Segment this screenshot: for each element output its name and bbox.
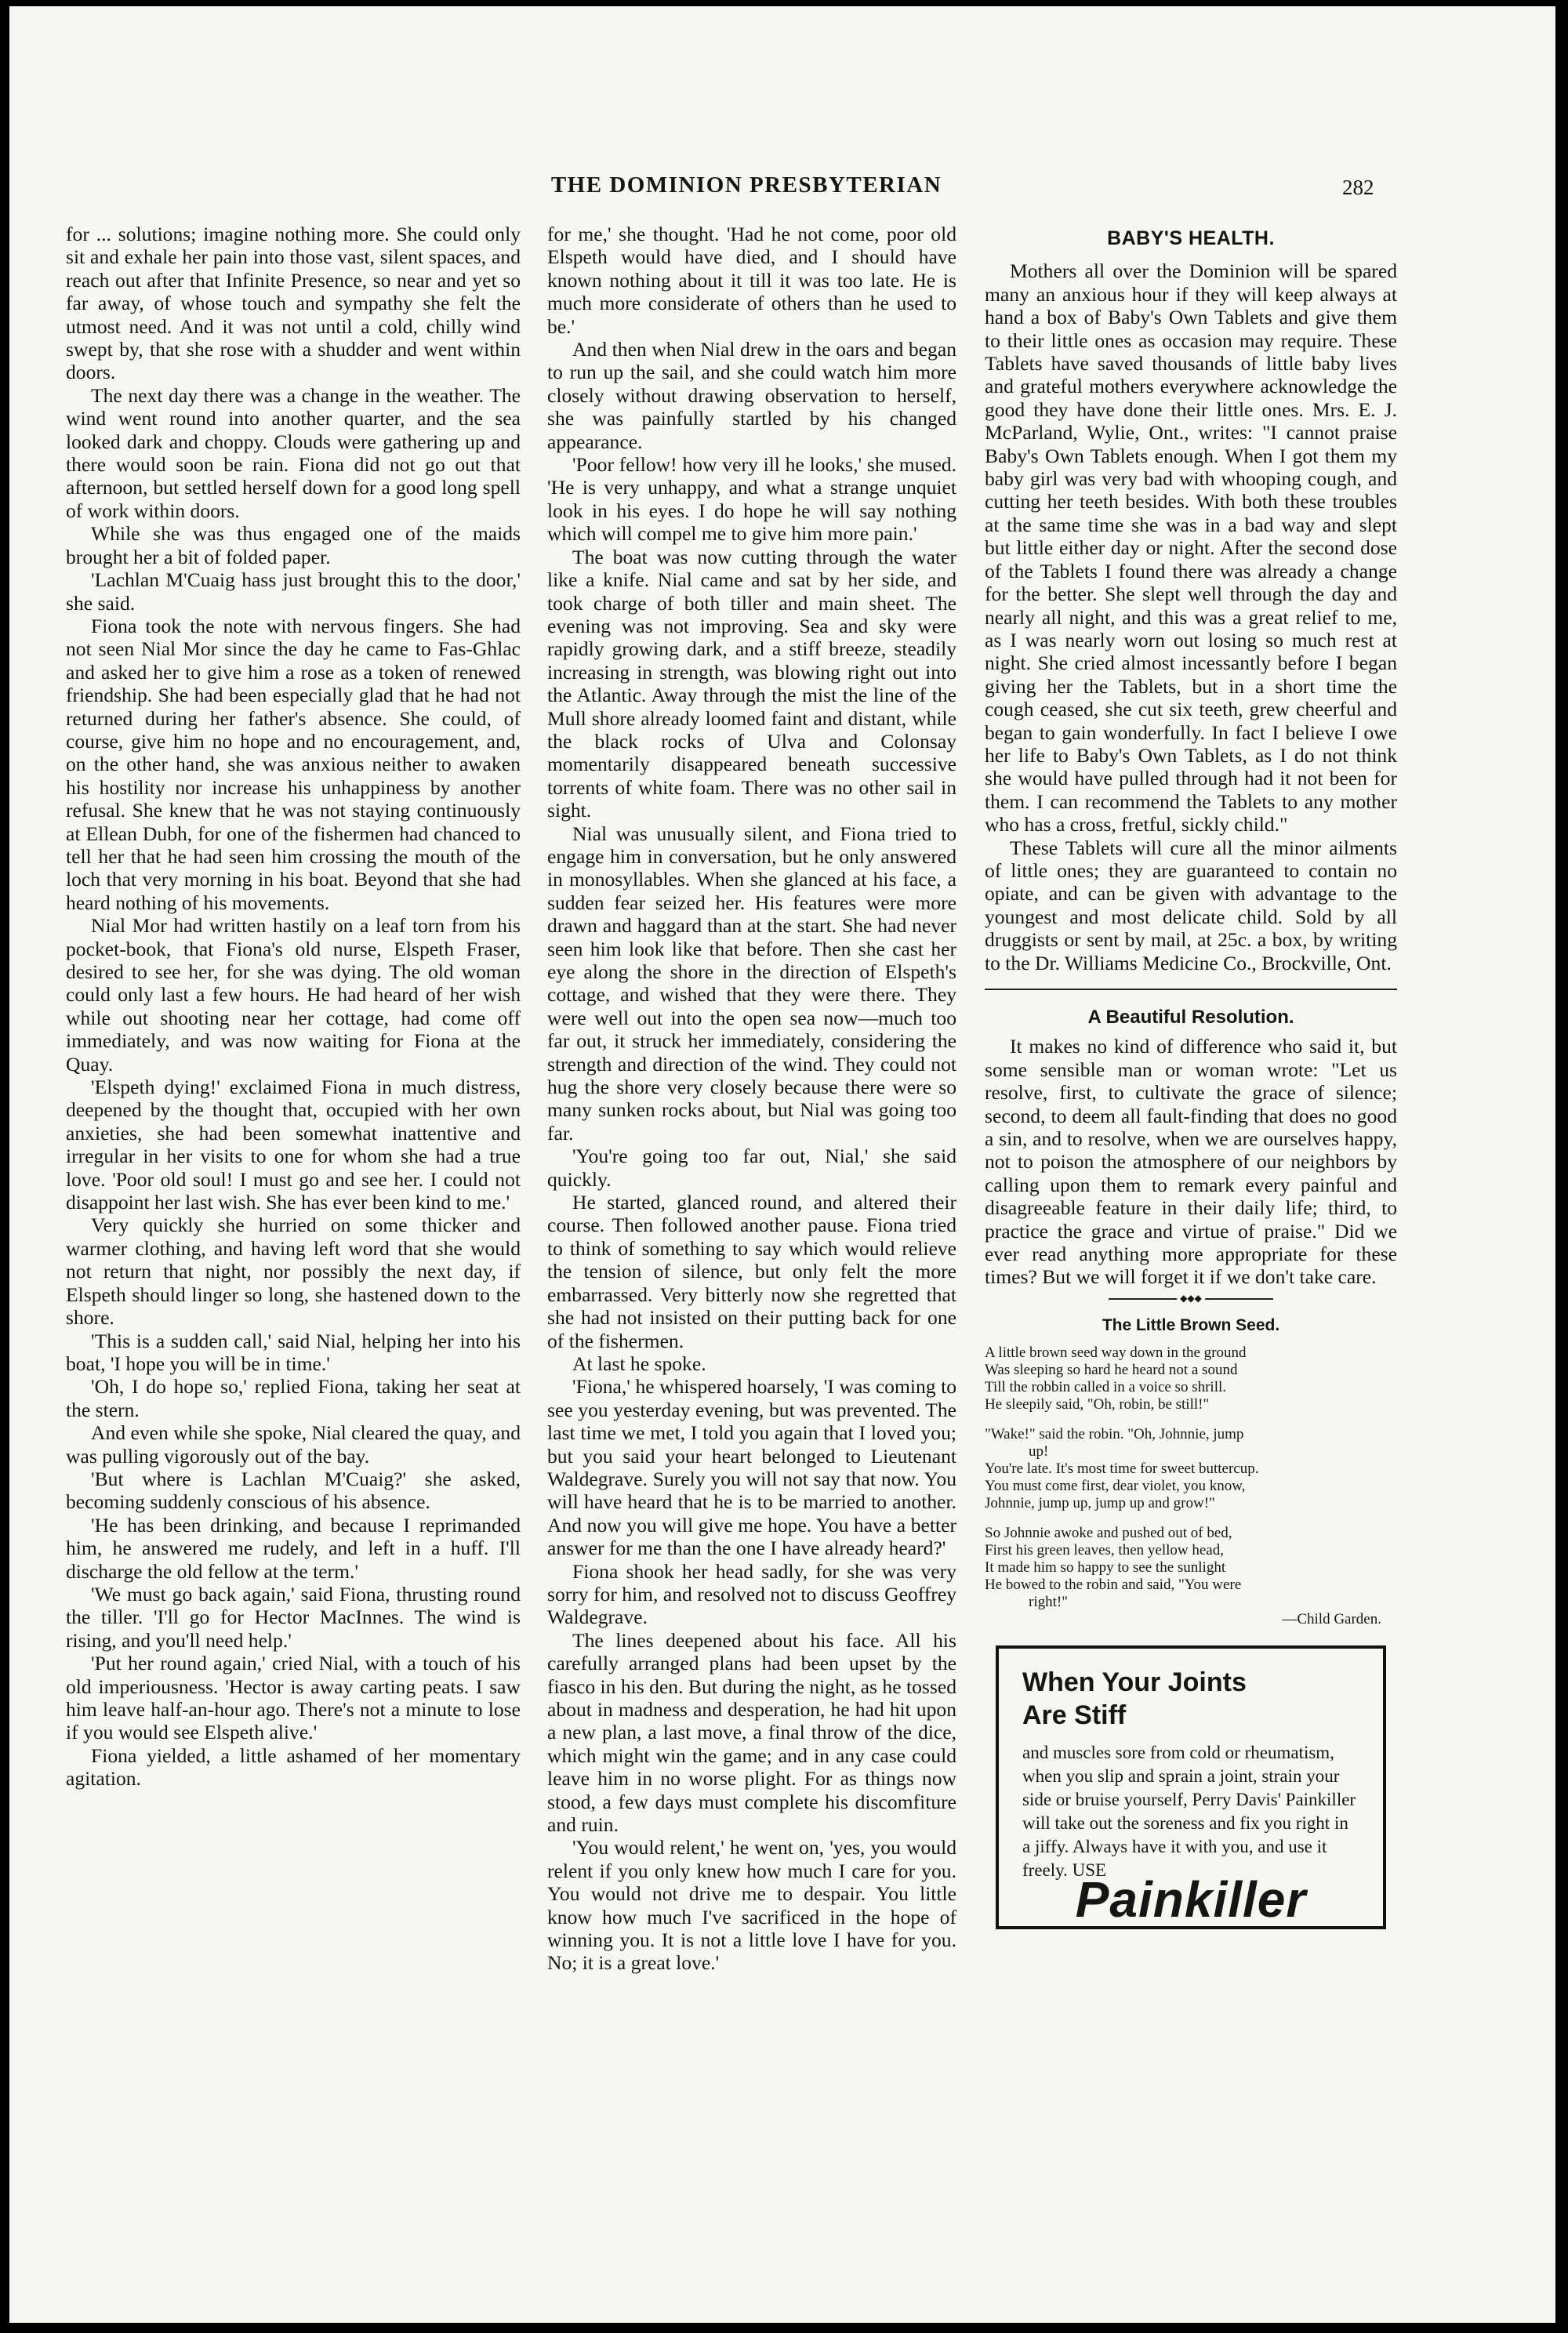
story-paragraph: Nial Mor had written hastily on a leaf torn from his pocket-book, that Fiona's old nurse, Elspeth Fraser, desired to see her, for she was dying. The old woman could only last a few hours. He had heard of her wish while out shooting near her cottage, had come off immediately, and was now waiting for Fiona at the Quay. <box>66 914 521 1076</box>
page-number: 282 <box>1342 176 1374 199</box>
story-paragraph: At last he spoke. <box>572 1352 706 1375</box>
story-paragraph: While she was thus engaged one of the maids brought her a bit of folded paper. <box>66 522 521 568</box>
story-paragraph: Nial was unusually silent, and Fiona tried to engage him in conversation, but he only answered in monosyllables. When she glanced at his face, a sudden fear seized her. His features were more drawn and haggard than at the start. She had never seen him look like that before. Then she cast her eye along the shore in the direction of Elspeth's cottage, and wished that they were there. They were well out into the open sea now—much too far out, it struck her immediately, considering the strength and direction of the wind. They could not hug the shore very closely because there were so many sunken rocks about, but Nial was going too far. <box>547 822 956 1145</box>
babys-health-paragraph: These Tablets will cure all the minor ailments of little ones; they are guaranteed to contain no opiate, and can be given with advantage to the youngest and most delicate child. Sold by all druggists or sent by mail, at 25c. a box, by writing to the Dr. Williams Medicine Co., Brockville, Ont. <box>985 836 1397 974</box>
articles-column <box>985 223 1397 1929</box>
poem-stanza <box>985 1426 1397 1512</box>
poem-stanza <box>985 1344 1397 1413</box>
story-column-1 <box>66 223 521 1791</box>
poem-line: A little brown seed way down in the ground <box>985 1344 1247 1362</box>
story-paragraph: 'Fiona,' he whispered hoarsely, 'I was coming to see you yesterday evening, but was prevented. The last time we met, I told you again that I loved you; but you said your heart belonged to Lieutenant Waldegrave. Surely you will not say that now. You will have heard that he is to be married to another. And now you will give me hope. You have a better answer for me than the one I have already heard?' <box>547 1375 956 1560</box>
story-paragraph: 'Poor fellow! how very ill he looks,' she mused. 'He is very unhappy, and what a strange unquiet look in his eyes. I do hope he will say nothing which will compel me to give him more pain.' <box>547 453 956 546</box>
babys-health-paragraph: Mothers all over the Dominion will be spared many an anxious hour if they will keep always at hand a box of Baby's Own Tablets and give them to their little ones as occasion may require. These Tablets have saved thousands of little baby lives and grateful mothers everywhere acknowledge the good they have done their little ones. Mrs. E. J. McParland, Wylie, Ont., writes: "I cannot praise Baby's Own Tablets enough. When I got them my baby girl was very bad with whooping cough, and cutting her teeth besides. With both these troubles at the same time she was in a bad way and slept but little either day or night. After the second dose of the Tablets I found there was already a change for the better. She slept well through the day and nearly all night, and this was a great relief to me, as I was nearly worn out losing so much rest at night. She cried almost incessantly before I began giving her the Tablets, but in a short time the cough ceased, she cut six teeth, grew cheerful and began to gain wonderfully. In fact I believe I owe her life to Baby's Own Tablets, as I do not think she would have pulled through had it not been for them. I can recommend the Tablets to any mother who has a cross, fretful, sickly child." <box>985 259 1397 836</box>
story-paragraph: And then when Nial drew in the oars and began to run up the sail, and she could watch him more closely without drawing observation to herself, she was painfully startled by his changed appearance. <box>547 338 956 453</box>
story-paragraph: Fiona shook her head sadly, for she was very sorry for him, and resolved not to discuss Geoffrey Waldegrave. <box>547 1559 956 1629</box>
page-header-title: THE DOMINION PRESBYTERIAN <box>550 172 942 198</box>
resolution-paragraph: It makes no kind of difference who said it, but some sensible man or woman wrote: "Let us resolve, first, to cultivate the grace of silence; second, to deem all fault-finding that does no good a sin, and to resolve, when we are ourselves happy, not to poison the atmosphere of our neighbors by calling upon them to remark every painful and disagreeable feature in their daily life; third, to practice the grace and virtue of praise." Did we ever read anything more appropriate for these times? But we will forget it if we don't take care. <box>985 1035 1397 1289</box>
section-divider <box>985 989 1397 990</box>
story-paragraph: Fiona yielded, a little ashamed of her momentary agitation. <box>66 1743 521 1791</box>
ad-headline <box>1022 1666 1359 1732</box>
story-paragraph: 'Elspeth dying!' exclaimed Fiona in much distress, deepened by the thought that, occupied with her own anxieties, she had been somewhat inattentive and irregular in her visits to one for whom she had a true love. 'Poor old soul! I must go and see her. I could not disappoint her last wish. She has ever been kind to me.' <box>66 1076 521 1214</box>
babys-health-heading: BABY'S HEALTH. <box>1107 227 1275 249</box>
story-paragraph: 'This is a sudden call,' said Nial, helping her into his boat, 'I hope you will be in time.' <box>66 1329 521 1375</box>
story-paragraph: 'We must go back again,' said Fiona, thrusting round the tiller. 'I'll go for Hector MacInnes. The wind is rising, and you'll need help.' <box>66 1582 521 1652</box>
story-paragraph: Fiona took the note with nervous fingers. She had not seen Nial Mor since the day he came to Fas-Ghlac and asked her to give him a rose as a token of renewed friendship. She had been especially glad that he had not returned during her father's absence. She could, of course, give him no hope and no encouragement, and, on the other hand, she was anxious neither to awaken his hostility nor increase his unhappiness by another refusal. She knew that he was not staying continuously at Ellean Dubh, for one of the fishermen had chanced to tell her that he had seen him crossing the mouth of the loch that very morning in his boat. Beyond that she had heard nothing of his movements. <box>66 614 521 914</box>
poem-line: up! <box>1029 1443 1049 1460</box>
poem-line: "Wake!" said the robin. "Oh, Johnnie, jump <box>985 1426 1244 1443</box>
poem-attribution: —Child Garden. <box>1282 1611 1381 1628</box>
resolution-heading: A Beautiful Resolution. <box>1087 1007 1294 1028</box>
story-paragraph: The lines deepened about his face. All his carefully arranged plans had been upset by the fiasco in his den. But during the night, as he tossed about in madness and desperation, he had hit upon a new plan, a last move, a final throw of the dice, which might win the game; and in any case could leave him in no worse plight. For as things now stood, a few days must complete his discomfiture and ruin. <box>547 1628 956 1837</box>
story-paragraph: 'You would relent,' he went on, 'yes, you would relent if you only knew how much I care for you. You would not drive me to despair. You little know how much I've sacrificed in the hope of winning you. It is not a little love I have for you. No; it is a great love.' <box>547 1836 956 1975</box>
poem-stanza <box>985 1525 1397 1628</box>
story-paragraph: 'Lachlan M'Cuaig hass just brought this to the door,' she said. <box>66 568 521 615</box>
story-paragraph: 'Oh, I do hope so,' replied Fiona, taking her seat at the stern. <box>66 1375 521 1421</box>
story-paragraph: Very quickly she hurried on some thicker and warmer clothing, and having left word that she would not return that night, nor possibly the next day, if Elspeth should linger so long, she hastened down to the shore. <box>66 1214 521 1330</box>
poem-line: Was sleeping so hard he heard not a sound <box>985 1362 1238 1379</box>
story-paragraph: And even while she spoke, Nial cleared the quay, and was pulling vigorously out of the bay. <box>66 1421 521 1468</box>
painkiller-logo: Painkiller <box>1075 1871 1307 1928</box>
poem-line: Johnnie, jump up, jump up and grow!" <box>985 1495 1215 1512</box>
story-paragraph: 'Put her round again,' cried Nial, with a touch of his old imperiousness. 'Hector is away carting peats. I saw him leave half-an-hour ago. There's not a minute to lose if you would see Elspeth alive.' <box>66 1652 521 1744</box>
poem-line: He sleepily said, "Oh, robin, be still!" <box>985 1396 1210 1413</box>
ad-headline-line: Are Stiff <box>1022 1700 1127 1731</box>
story-column-2 <box>547 223 956 1975</box>
poem-line: So Johnnie awoke and pushed out of bed, <box>985 1525 1232 1542</box>
story-paragraph: 'But where is Lachlan M'Cuaig?' she asked, becoming suddenly conscious of his absence. <box>66 1467 521 1514</box>
story-paragraph: for me,' she thought. 'Had he not come, poor old Elspeth would have died, and I should have known nothing about it till it was too late. He is much more considerate of others than he used to be.' <box>547 223 956 338</box>
story-paragraph: The boat was now cutting through the water like a knife. Nial came and sat by her side, and took charge of both tiller and main sheet. The evening was not improving. Sea and sky were rapidly growing dark, and a stiff breeze, steadily increasing in strength, was blowing right out into the Atlantic. Away through the mist the line of the Mull shore already loomed faint and distant, while the black rocks of Ulva and Colonsay momentarily disappeared beneath successive torrents of white foam. There was no other sail in sight. <box>547 545 956 822</box>
poem-line: You must come first, dear violet, you know, <box>985 1478 1246 1495</box>
story-paragraph: The next day there was a change in the weather. The wind went round into another quarter, and the sea looked dark and choppy. Clouds were gathering up and there would soon be rain. Fiona did not go out that afternoon, but settled herself down for a good long spell of work within doors. <box>66 383 521 522</box>
poem-line: right!" <box>1029 1594 1068 1611</box>
poem-title: The Little Brown Seed. <box>1102 1315 1280 1334</box>
story-paragraph: for ... solutions; imagine nothing more. She could only sit and exhale her pain into those vast, silent spaces, and reach out after that Infinite Presence, so near and yet so far away, of whose touch and sympathy she felt the utmost need. And it was not until a cold, chilly wind swept by, that she rose with a shudder and went within doors. <box>66 223 521 384</box>
poem-line: It made him so happy to see the sunlight <box>985 1559 1226 1576</box>
poem-line: Till the robbin called in a voice so shrill. <box>985 1379 1227 1396</box>
newspaper-page <box>9 6 1555 2323</box>
poem-line: He bowed to the robin and said, "You were <box>985 1576 1242 1594</box>
ornamental-divider <box>1109 1298 1273 1300</box>
story-paragraph: 'You're going too far out, Nial,' she said quickly. <box>547 1145 956 1191</box>
story-paragraph: He started, glanced round, and altered their course. Then followed another pause. Fiona tried to think of something to say which would relieve the tension of silence, but only felt the more embarrassed. Very bitterly now she regretted that she had not insisted on their putting back for one of the fishermen. <box>547 1191 956 1352</box>
story-paragraph: 'He has been drinking, and because I reprimanded him, he answered me rudely, and left in a huff. I'll discharge the old fellow at the term.' <box>66 1513 521 1583</box>
painkiller-advertisement <box>996 1645 1386 1928</box>
poem-line: First his green leaves, then yellow head, <box>985 1542 1224 1559</box>
ad-body-text: and muscles sore from cold or rheumatism, when you slip and sprain a joint, strain your side or bruise yourself, Perry Davis' Painkiller will take out the soreness and fix you right in a jiffy. Always have it with you, and use it freely. USE <box>1022 1743 1356 1881</box>
poem-line: You're late. It's most time for sweet buttercup. <box>985 1460 1259 1478</box>
ad-headline-line: When Your Joints <box>1022 1667 1247 1698</box>
